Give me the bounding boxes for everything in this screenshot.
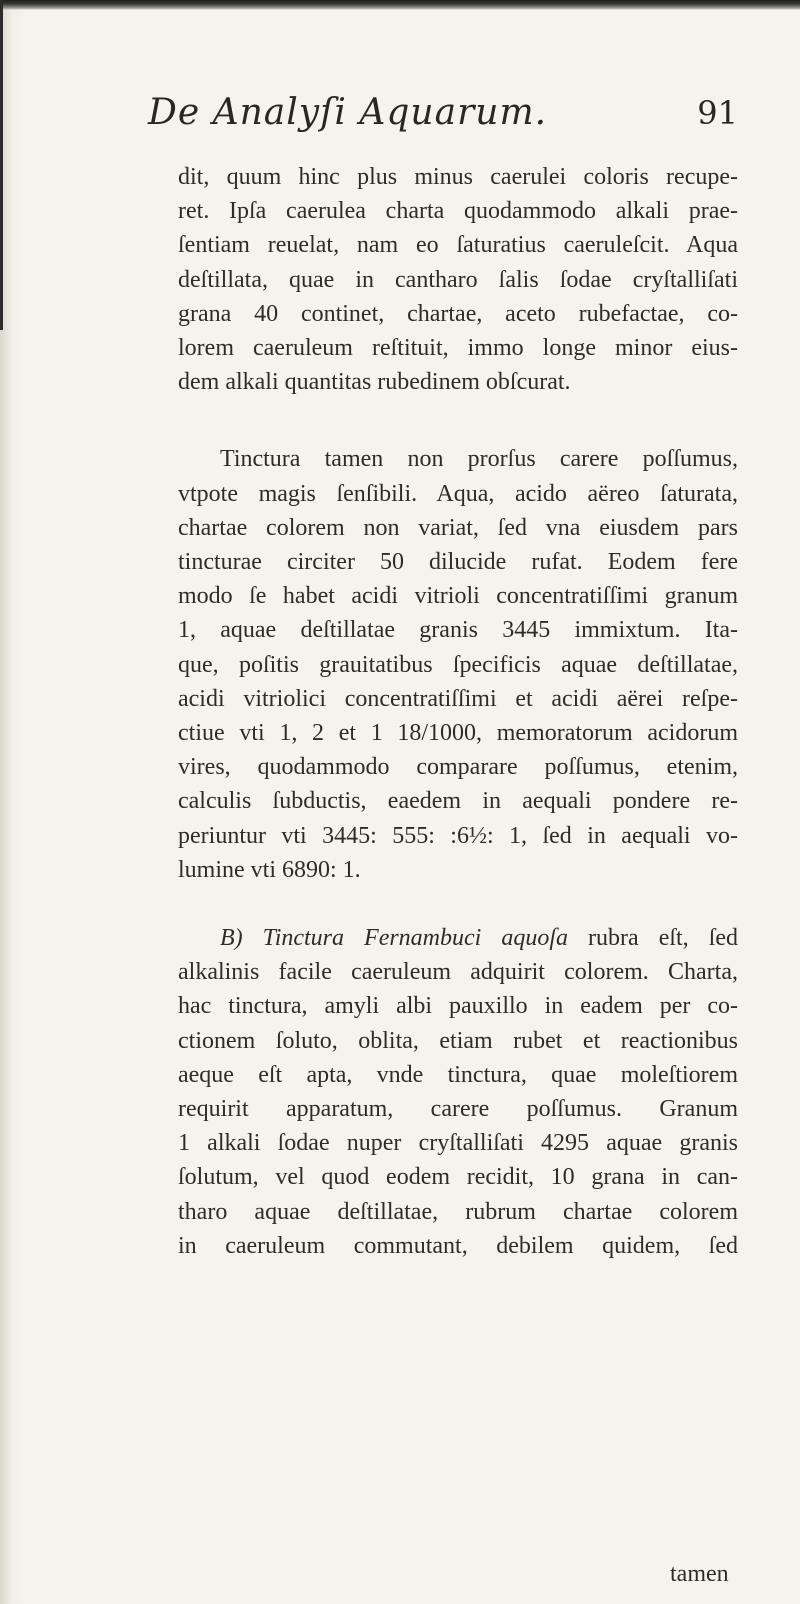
text-line: acidi vitriolici concentratiſſimi et acidi aërei reſpe-	[178, 685, 738, 712]
text-line: ctiue vti 1, 2 et 1 18/1000, memoratorum acidorum	[178, 720, 738, 747]
text-line: ſolutum, vel quod eodem recidit, 10 grana in can-	[178, 1164, 738, 1191]
text-line: ſentiam reuelat, nam eo ſaturatius caeruleſcit. Aqua	[178, 232, 738, 259]
text-line: calculis ſubductis, eaedem in aequali pondere re-	[178, 788, 738, 815]
text-line: 1, aquae deſtillatae granis 3445 immixtum. Ita-	[178, 617, 738, 644]
section-label: B)	[220, 925, 243, 952]
text-line	[178, 921, 738, 955]
text-line: Tinctura tamen non prorſus carere poſſumus,	[220, 446, 738, 473]
text-line: chartae colorem non variat, ſed vna eiusdem pars	[178, 514, 738, 541]
text-line: modo ſe habet acidi vitrioli concentratiſſimi granum	[178, 583, 738, 610]
page-number: 91	[697, 94, 738, 132]
text-line: dem alkali quantitas rubedinem obſcurat.	[178, 369, 571, 396]
text-line: vtpote magis ſenſibili. Aqua, acido aëreo ſaturata,	[178, 480, 738, 507]
text-line: aeque eſt apta, vnde tinctura, quae moleſtiorem	[178, 1061, 738, 1088]
text-line: vires, quodammodo comparare poſſumus, etenim,	[178, 754, 738, 781]
scan-left-edge	[0, 0, 3, 330]
catchword: tamen	[670, 1561, 729, 1587]
text-line: dit, quum hinc plus minus caerulei coloris recupe-	[178, 164, 738, 190]
text-line: grana 40 continet, chartae, aceto rubefactae, co-	[178, 300, 738, 327]
paragraph-2	[178, 442, 738, 887]
paragraph-gap	[178, 399, 738, 442]
text-line: requirit apparatum, carere poſſumus. Granum	[178, 1096, 738, 1123]
text-line: tincturae circiter 50 dilucide rufat. Eodem fere	[178, 549, 738, 576]
text-line: lorem caeruleum reſtituit, immo longe minor eius-	[178, 335, 738, 362]
text-line: 1 alkali ſodae nuper cryſtalliſati 4295 aquae granis	[178, 1130, 738, 1157]
body-text	[178, 160, 738, 1263]
scan-top-edge	[0, 0, 800, 10]
text-line: periuntur vti 3445: 555: :6½: 1, ſed in aequali vo-	[178, 822, 738, 849]
text-fragment: rubra eſt, ſed	[568, 925, 739, 952]
text-line: ctionem ſoluto, oblita, etiam rubet et reactionibus	[178, 1027, 738, 1054]
text-line: alkalinis facile caeruleum adquirit colorem. Charta,	[178, 959, 738, 986]
page-header	[148, 92, 738, 152]
text-line: in caeruleum commutant, debilem quidem, ſed	[178, 1232, 738, 1259]
running-title: De Analyſi Aquarum.	[148, 92, 548, 133]
text-line: tharo aquae deſtillatae, rubrum chartae colorem	[178, 1198, 738, 1225]
paragraph-3	[178, 921, 738, 1263]
text-line: ret. Ipſa caerulea charta quodammodo alkali prae-	[178, 198, 738, 225]
text-line: deſtillata, quae in cantharo ſalis ſodae cryſtalliſati	[178, 266, 738, 293]
text-line: hac tinctura, amyli albi pauxillo in eadem per co-	[178, 993, 738, 1020]
italic-phrase: Tinctura Fernambuci aquoſa	[262, 925, 569, 952]
paragraph-gap	[178, 887, 738, 921]
text-line: que, poſitis grauitatibus ſpecificis aquae deſtillatae,	[178, 651, 738, 678]
text-line: lumine vti 6890: 1.	[178, 856, 361, 883]
paragraph-1	[178, 160, 738, 399]
